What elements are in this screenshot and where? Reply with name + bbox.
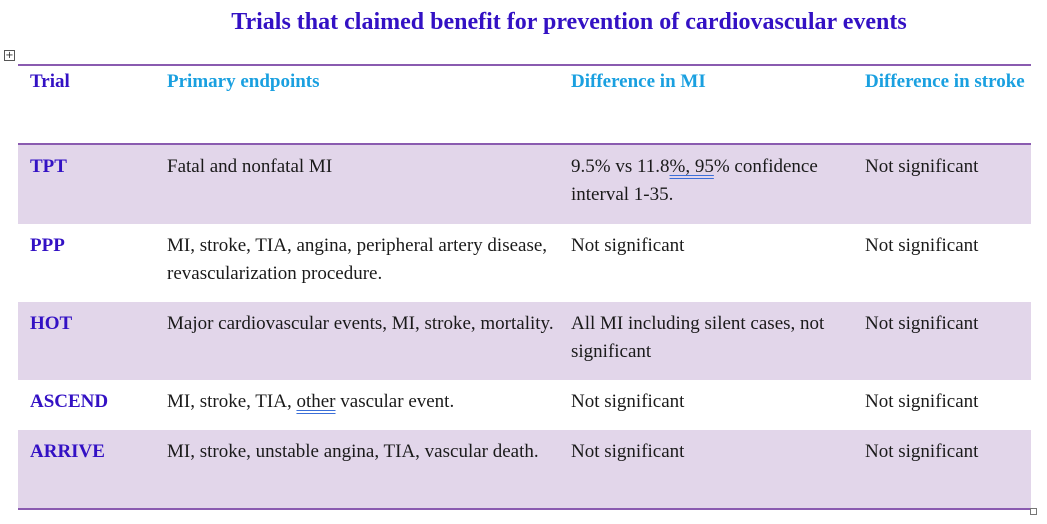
difference-mi: All MI including silent cases, not significant xyxy=(571,313,825,362)
table-row xyxy=(18,302,1031,380)
mi-text: 9.5% vs 11.8 xyxy=(571,156,670,177)
endpoints-text: MI, stroke, TIA, xyxy=(167,391,297,412)
table-row xyxy=(18,430,1031,510)
difference-mi: Not significant xyxy=(571,391,685,412)
difference-mi: Not significant xyxy=(571,235,685,256)
difference-mi: Not significant xyxy=(571,441,685,462)
primary-endpoints: Fatal and nonfatal MI xyxy=(167,156,333,177)
trial-name: HOT xyxy=(30,313,73,334)
grammar-flag[interactable]: %, 95 xyxy=(669,156,714,177)
primary-endpoints: MI, stroke, unstable angina, TIA, vascular death. xyxy=(167,441,539,462)
header-difference-stroke: Difference in stroke xyxy=(865,71,1025,92)
mi-text: % confidence interval 1-35. xyxy=(571,156,818,205)
endpoints-text: vascular event. xyxy=(335,391,455,412)
table-move-handle-icon[interactable]: + xyxy=(5,50,14,61)
trial-name: ARRIVE xyxy=(30,441,105,462)
table-resize-handle-icon[interactable] xyxy=(1030,508,1037,515)
table-header-row xyxy=(18,64,1031,145)
table-row xyxy=(18,380,1031,430)
grammar-flag[interactable]: other xyxy=(296,391,336,412)
page-title: Trials that claimed benefit for prevention of cardiovascular events xyxy=(231,9,907,35)
trials-table xyxy=(18,64,1031,510)
difference-stroke: Not significant xyxy=(865,441,979,462)
trial-name: TPT xyxy=(30,156,67,177)
difference-stroke: Not significant xyxy=(865,235,979,256)
primary-endpoints: Major cardiovascular events, MI, stroke, mortality. xyxy=(167,313,554,334)
header-difference-mi: Difference in MI xyxy=(571,71,706,92)
header-primary-endpoints: Primary endpoints xyxy=(167,71,320,92)
primary-endpoints xyxy=(167,380,571,430)
table-row xyxy=(18,224,1031,302)
difference-stroke: Not significant xyxy=(865,156,979,177)
header-trial: Trial xyxy=(30,71,70,92)
table-row xyxy=(18,145,1031,224)
difference-stroke: Not significant xyxy=(865,313,979,334)
primary-endpoints: MI, stroke, TIA, angina, peripheral artery disease, revascularization procedure. xyxy=(167,235,548,284)
trial-name: PPP xyxy=(30,235,65,256)
trial-name: ASCEND xyxy=(30,391,109,412)
difference-mi xyxy=(571,145,865,224)
difference-stroke: Not significant xyxy=(865,391,979,412)
